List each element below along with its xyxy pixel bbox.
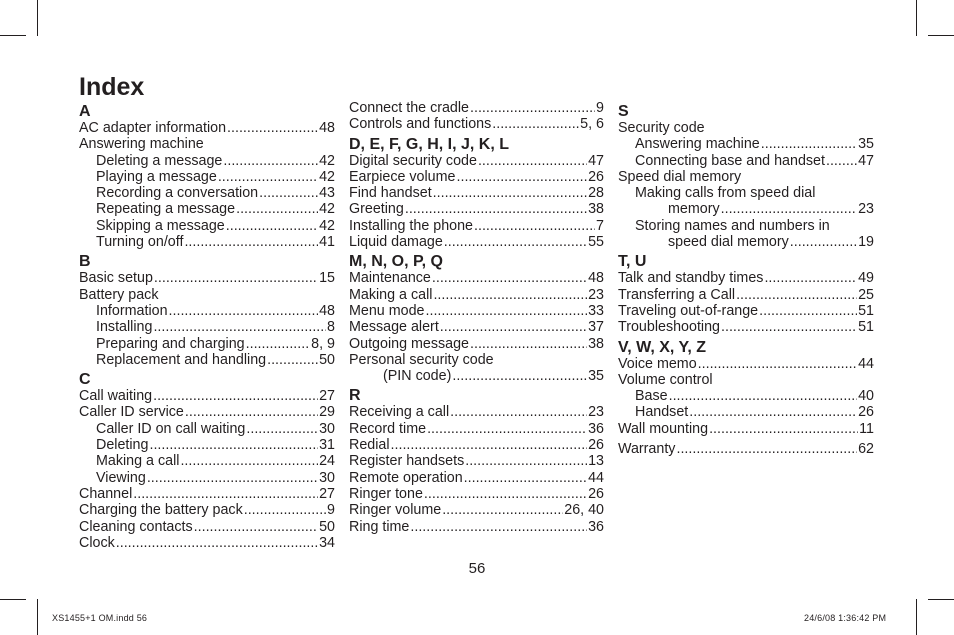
index-entry-term: Remote operation	[349, 469, 463, 486]
index-entry-term: Replacement and handling	[96, 351, 267, 368]
dot-leader	[790, 234, 857, 250]
index-entry	[79, 169, 335, 185]
index-section-heading: T, U	[618, 253, 647, 271]
index-entry	[349, 336, 604, 352]
index-entry-term: Playing a message	[96, 168, 217, 185]
index-entry-term: Skipping a message	[96, 217, 225, 234]
index-entry	[618, 404, 874, 420]
index-entry-page: 37	[588, 319, 604, 336]
dot-leader	[227, 120, 318, 136]
index-entry-term: Ringer volume	[349, 502, 442, 519]
dot-leader	[391, 437, 588, 453]
index-entry-term: Voice memo	[618, 355, 697, 372]
crop-mark	[928, 35, 954, 36]
index-entry-page: 26, 40	[564, 502, 604, 519]
index-entry	[349, 486, 604, 502]
page-title: Index	[79, 73, 145, 101]
index-entry	[349, 368, 604, 384]
index-entry	[79, 437, 335, 453]
index-entry-page: 36	[588, 518, 604, 535]
dot-leader	[676, 441, 857, 457]
dot-leader	[184, 234, 318, 250]
dot-leader	[410, 519, 587, 535]
index-entry-page: 41	[319, 234, 335, 251]
index-entry-page: 38	[588, 201, 604, 218]
index-entry-term: Talk and standby times	[618, 270, 764, 287]
dot-leader	[405, 201, 587, 217]
index-entry-term: AC adapter information	[79, 120, 227, 136]
index-entry-term: (PIN code)	[383, 368, 452, 385]
index-entry-term: Transferring a Call	[618, 286, 736, 303]
index-entry-page: 23	[588, 404, 604, 421]
index-entry-page: 8, 9	[311, 335, 335, 352]
index-section-heading: B	[79, 253, 91, 271]
index-entry-page: 15	[319, 270, 335, 287]
dot-leader	[478, 153, 587, 169]
index-entry-page: 49	[858, 270, 874, 287]
dot-leader	[452, 368, 587, 384]
index-entry-term: Receiving a call	[349, 404, 450, 421]
index-entry-term: Repeating a message	[96, 201, 236, 218]
dot-leader	[433, 287, 587, 303]
dot-leader	[764, 270, 857, 286]
index-entry	[618, 153, 874, 169]
index-entry-page: 31	[319, 437, 335, 454]
index-entry-page: 62	[858, 441, 874, 458]
dot-leader	[246, 421, 318, 437]
index-entry	[618, 441, 874, 457]
index-entry-page: 48	[319, 120, 335, 136]
dot-leader	[470, 336, 587, 352]
index-entry	[79, 519, 335, 535]
index-entry-term: Making calls from speed dial	[635, 185, 816, 202]
index-entry-term: Storing names and numbers in	[635, 217, 830, 234]
crop-mark	[0, 35, 26, 36]
index-entry	[618, 136, 874, 152]
index-entry-term: Menu mode	[349, 302, 425, 319]
index-entry-page: 44	[588, 469, 604, 486]
index-entry-term: Caller ID on call waiting	[96, 420, 246, 437]
index-entry-page: 11	[859, 420, 874, 437]
dot-leader	[444, 234, 587, 250]
index-entry-page: 26	[588, 437, 604, 454]
index-entry	[79, 153, 335, 169]
index-entry-page: 50	[319, 351, 335, 368]
index-entry-page: 44	[858, 355, 874, 372]
index-entry-page: 9	[327, 502, 335, 519]
dot-leader	[185, 404, 318, 420]
index-entry-term: Wall mounting	[618, 420, 709, 437]
index-entry-term: Ring time	[349, 518, 410, 535]
index-entry-term: Liquid damage	[349, 234, 443, 251]
index-entry-term: Making a call	[349, 286, 433, 303]
index-entry	[79, 470, 335, 486]
index-entry	[79, 201, 335, 217]
index-entry-term: Traveling out-of-range	[618, 302, 759, 319]
index-entry	[349, 404, 604, 420]
index-entry	[79, 270, 335, 286]
dot-leader	[153, 388, 318, 404]
index-entry	[79, 453, 335, 469]
index-entry-term: Installing	[96, 319, 153, 336]
index-entry-page: 5, 6	[580, 116, 604, 133]
index-entry-term: Battery pack	[79, 286, 159, 303]
index-entry-term: Clock	[79, 534, 115, 551]
index-entry-term: memory	[668, 201, 720, 218]
index-entry-page: 24	[319, 453, 335, 470]
dot-leader	[465, 453, 587, 469]
crop-mark	[916, 599, 917, 635]
dot-leader	[474, 218, 595, 234]
index-entry	[349, 270, 604, 286]
footer-timestamp: 24/6/08 1:36:42 PM	[804, 613, 887, 623]
index-entry-term: Connect the cradle	[349, 100, 470, 116]
index-entry-term: Answering machine	[635, 136, 760, 153]
index-entry-term: Register handsets	[349, 453, 465, 470]
index-entry-term: Redial	[349, 437, 390, 454]
index-entry	[349, 421, 604, 437]
dot-leader	[426, 303, 588, 319]
index-entry-page: 26	[588, 168, 604, 185]
dot-leader	[689, 404, 857, 420]
index-entry	[349, 234, 604, 250]
index-entry	[349, 352, 604, 368]
index-entry	[349, 519, 604, 535]
dot-leader	[492, 116, 579, 132]
index-entry-page: 19	[858, 234, 874, 251]
dot-leader	[236, 201, 318, 217]
dot-leader	[736, 287, 857, 303]
index-entry-term: Making a call	[96, 453, 180, 470]
index-entry-page: 43	[319, 185, 335, 202]
index-entry	[618, 356, 874, 372]
index-entry	[349, 470, 604, 486]
index-entry-term: Installing the phone	[349, 217, 474, 234]
index-entry-term: Deleting	[96, 437, 149, 454]
index-entry-page: 51	[858, 302, 874, 319]
index-entry	[79, 336, 335, 352]
index-entry-term: Record time	[349, 420, 427, 437]
dot-leader	[153, 319, 326, 335]
index-section-heading: M, N, O, P, Q	[349, 253, 443, 271]
index-entry-page: 8	[327, 319, 335, 336]
dot-leader	[133, 486, 318, 502]
index-entry	[618, 234, 874, 250]
index-entry	[349, 100, 604, 116]
index-entry-page: 34	[319, 534, 335, 551]
dot-leader	[440, 319, 587, 335]
dot-leader	[180, 453, 318, 469]
index-entry-term: Basic setup	[79, 270, 153, 287]
dot-leader	[669, 388, 858, 404]
dot-leader	[457, 169, 588, 185]
index-entry	[79, 502, 335, 518]
index-entry-term: Maintenance	[349, 270, 431, 287]
index-entry-term: Caller ID service	[79, 404, 184, 421]
index-entry	[618, 270, 874, 286]
index-entry-term: Troubleshooting	[618, 319, 720, 336]
index-entry	[79, 404, 335, 420]
index-entry	[349, 153, 604, 169]
index-entry	[618, 185, 874, 201]
index-entry	[79, 303, 335, 319]
dot-leader	[721, 201, 857, 217]
dot-leader	[432, 270, 587, 286]
index-entry-term: Personal security code	[349, 351, 494, 368]
dot-leader	[267, 352, 318, 368]
index-entry-page: 42	[319, 201, 335, 218]
index-entry-page: 27	[319, 388, 335, 405]
index-entry-page: 9	[596, 100, 604, 116]
dot-leader	[246, 336, 311, 352]
index-entry	[79, 388, 335, 404]
index-entry-term: Call waiting	[79, 388, 153, 405]
dot-leader	[470, 100, 595, 116]
dot-leader	[826, 153, 857, 169]
index-column-2	[349, 100, 604, 535]
index-entry-term: Security code	[618, 120, 705, 136]
dot-leader	[442, 502, 563, 518]
index-entry	[79, 421, 335, 437]
dot-leader	[218, 169, 318, 185]
index-section-heading: D, E, F, G, H, I, J, K, L	[349, 135, 510, 153]
index-entry	[349, 169, 604, 185]
index-entry	[349, 287, 604, 303]
index-entry	[618, 303, 874, 319]
footer-file-info: XS1455+1 OM.indd 56	[52, 613, 148, 623]
dot-leader	[147, 470, 318, 486]
dot-leader	[116, 535, 318, 551]
index-entry	[349, 453, 604, 469]
page-number: 56	[468, 560, 486, 577]
index-section-heading: V, W, X, Y, Z	[618, 338, 707, 356]
index-entry-page: 27	[319, 485, 335, 502]
dot-leader	[244, 502, 326, 518]
index-entry-page: 42	[319, 152, 335, 169]
index-entry-term: Channel	[79, 485, 133, 502]
index-entry-page: 35	[588, 368, 604, 385]
index-section-heading: R	[349, 387, 361, 405]
index-entry-term: Volume control	[618, 371, 713, 388]
dot-leader	[450, 404, 587, 420]
index-entry-page: 42	[319, 168, 335, 185]
index-entry	[349, 319, 604, 335]
index-entry-page: 29	[319, 404, 335, 421]
index-entry-page: 50	[319, 518, 335, 535]
dot-leader	[194, 519, 318, 535]
index-entry-page: 48	[588, 270, 604, 287]
index-entry-term: Outgoing message	[349, 335, 470, 352]
index-entry	[349, 303, 604, 319]
index-entry-term: Cleaning contacts	[79, 518, 193, 535]
index-entry-page: 40	[858, 388, 874, 405]
crop-mark	[916, 0, 917, 36]
dot-leader	[149, 437, 318, 453]
dot-leader	[698, 356, 857, 372]
index-entry-term: Controls and functions	[349, 116, 492, 133]
index-entry-page: 30	[319, 469, 335, 486]
index-entry	[79, 535, 335, 551]
index-section-heading: C	[79, 371, 91, 389]
index-entry	[79, 185, 335, 201]
index-entry	[618, 372, 874, 388]
dot-leader	[721, 319, 857, 335]
index-entry-term: Recording a conversation	[96, 185, 259, 202]
index-entry-term: Preparing and charging	[96, 335, 245, 352]
index-entry-term: Find handset	[349, 185, 432, 202]
dot-leader	[226, 218, 318, 234]
index-entry-page: 55	[588, 234, 604, 251]
crop-mark	[37, 599, 38, 635]
crop-mark	[928, 599, 954, 600]
index-entry-term: Warranty	[618, 441, 676, 458]
dot-leader	[427, 421, 587, 437]
index-entry	[618, 201, 874, 217]
index-entry-page: 33	[588, 302, 604, 319]
index-entry	[618, 169, 874, 185]
crop-mark	[0, 599, 26, 600]
index-entry-term: Message alert	[349, 319, 439, 336]
index-entry-page: 42	[319, 217, 335, 234]
index-entry	[618, 218, 874, 234]
index-entry	[618, 287, 874, 303]
index-entry-term: Deleting a message	[96, 152, 223, 169]
dot-leader	[464, 470, 587, 486]
index-entry	[349, 502, 604, 518]
index-entry	[618, 319, 874, 335]
dot-leader	[424, 486, 587, 502]
index-entry-term: Connecting base and handset	[635, 152, 825, 169]
index-entry-term: Base	[635, 388, 668, 405]
index-entry	[79, 352, 335, 368]
dot-leader	[154, 270, 318, 286]
index-entry-term: Speed dial memory	[618, 168, 742, 185]
crop-mark	[37, 0, 38, 36]
index-entry-term: Answering machine	[79, 136, 204, 153]
dot-leader	[433, 185, 587, 201]
index-entry-page: 47	[588, 152, 604, 169]
index-entry	[349, 437, 604, 453]
index-entry	[349, 218, 604, 234]
index-column-1	[79, 100, 335, 551]
index-entry	[618, 421, 874, 437]
index-entry-term: Ringer tone	[349, 485, 423, 502]
dot-leader	[761, 136, 857, 152]
index-entry-page: 23	[858, 201, 874, 218]
index-entry-term: Charging the battery pack	[79, 502, 243, 519]
index-entry-term: Greeting	[349, 201, 404, 218]
index-entry-page: 13	[588, 453, 604, 470]
index-entry	[79, 218, 335, 234]
dot-leader	[709, 421, 858, 437]
index-entry-page: 7	[596, 217, 604, 234]
index-entry-page: 51	[858, 319, 874, 336]
index-entry-term: Information	[96, 302, 168, 319]
index-entry-page: 26	[858, 404, 874, 421]
index-column-3	[618, 100, 874, 457]
index-entry-term: Earpiece volume	[349, 168, 456, 185]
index-entry-term: Viewing	[96, 469, 146, 486]
index-entry	[79, 486, 335, 502]
index-entry	[349, 116, 604, 132]
index-section-heading: A	[79, 103, 91, 120]
dot-leader	[169, 303, 319, 319]
index-entry-term: Handset	[635, 404, 689, 421]
index-entry-page: 25	[858, 286, 874, 303]
index-entry-page: 48	[319, 302, 335, 319]
index-entry	[349, 201, 604, 217]
index-entry-page: 26	[588, 485, 604, 502]
dot-leader	[259, 185, 318, 201]
index-entry-term: Digital security code	[349, 152, 477, 169]
index-entry-page: 30	[319, 420, 335, 437]
index-entry-page: 35	[858, 136, 874, 153]
index-entry-page: 23	[588, 286, 604, 303]
index-entry	[79, 287, 335, 303]
index-entry-page: 28	[588, 185, 604, 202]
index-entry-term: Turning on/off	[96, 234, 184, 251]
index-entry	[79, 120, 335, 136]
index-entry	[79, 234, 335, 250]
index-section-heading: S	[618, 103, 629, 120]
index-entry-term: speed dial memory	[668, 234, 789, 251]
index-entry-page: 47	[858, 152, 874, 169]
index-entry	[79, 136, 335, 152]
index-entry	[618, 120, 874, 136]
index-entry-page: 38	[588, 335, 604, 352]
index-entry	[618, 388, 874, 404]
index-entry	[349, 185, 604, 201]
index-entry	[79, 319, 335, 335]
index-entry-page: 36	[588, 420, 604, 437]
dot-leader	[759, 303, 857, 319]
dot-leader	[223, 153, 318, 169]
